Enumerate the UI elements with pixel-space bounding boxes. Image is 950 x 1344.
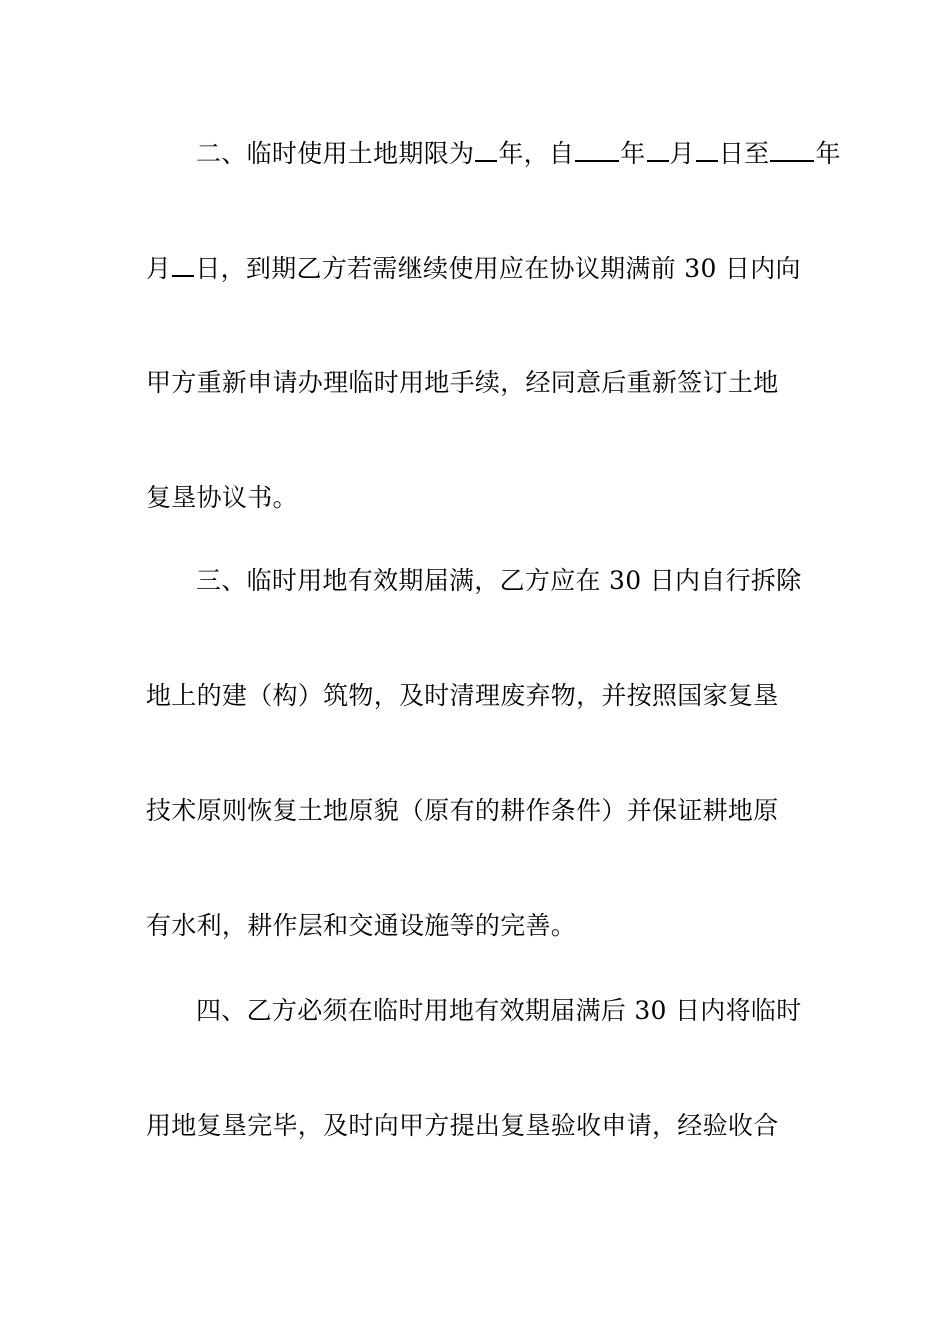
text: 月 xyxy=(669,139,695,168)
clause-3-line-3: 技术原则恢复土地原貌（原有的耕作条件）并保证耕地原 xyxy=(146,796,779,825)
clause-2-line-3: 甲方重新申请办理临时用地手续，经同意后重新签订土地 xyxy=(146,368,779,397)
clause-2-line-4: 复垦协议书。 xyxy=(146,483,298,512)
clause-3-line-1: 三、临时用地有效期届满，乙方应在 30 日内自行拆除 xyxy=(196,566,802,595)
blank-underline xyxy=(647,138,669,162)
text: 年 xyxy=(815,139,841,168)
clause-2-line-2 xyxy=(146,253,826,284)
text: 日，到期乙方若需继续使用应在协议期满前 30 日内向 xyxy=(195,254,801,283)
blank-underline xyxy=(575,138,619,162)
text: 年 xyxy=(620,139,646,168)
blank-underline xyxy=(770,138,814,162)
clause-3-line-2: 地上的建（构）筑物，及时清理废弃物，并按照国家复垦 xyxy=(146,681,779,710)
text: 年，自 xyxy=(498,139,575,168)
text: 月 xyxy=(146,254,172,283)
clause-2-line-1 xyxy=(196,138,876,169)
text: 二、临时使用土地期限为 xyxy=(196,139,475,168)
clause-4-line-2: 用地复垦完毕，及时向甲方提出复垦验收申请，经验收合 xyxy=(146,1111,779,1140)
clause-4-line-1: 四、乙方必须在临时用地有效期届满后 30 日内将临时 xyxy=(196,996,802,1025)
blank-underline xyxy=(475,138,497,162)
blank-underline xyxy=(172,253,194,277)
blank-underline xyxy=(696,138,718,162)
text: 日至 xyxy=(718,139,770,168)
clause-3-line-4: 有水利，耕作层和交通设施等的完善。 xyxy=(146,911,577,940)
